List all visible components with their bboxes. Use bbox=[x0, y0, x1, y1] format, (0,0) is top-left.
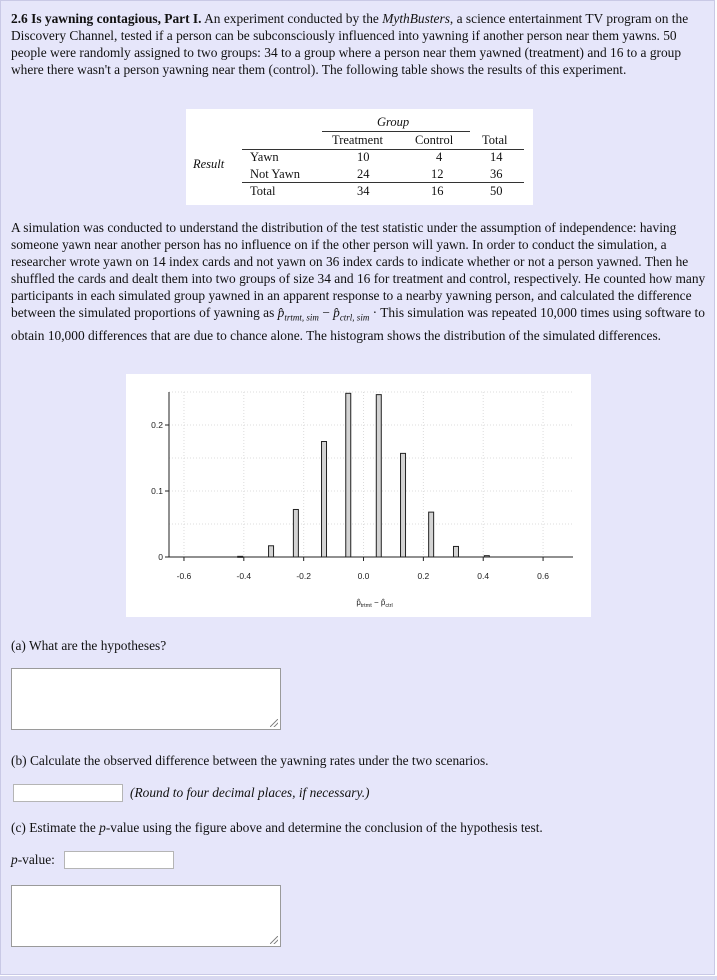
cell-yawn-control: 4 bbox=[436, 150, 443, 164]
p2-subscript: ctrl, sim bbox=[339, 312, 370, 323]
cell-total-total: 50 bbox=[490, 184, 503, 198]
question-c: (c) Estimate the p-value using the figure above and determine the conclusion of the hypothesis test. bbox=[11, 820, 543, 835]
histogram bbox=[126, 374, 591, 617]
simulation-text: A simulation was conducted to understand the distribution of the test statistic under the assumption of independence: having someone yawn near another person has no influence on if the other person will yawn. In order to conduct the simulation, a researcher wrote yawn on 14 index cards and not yawn on 36 index cards to indicate whether or not a person yawned. Then he shuffled the cards and dealt them into two groups of size 34 and 16 for treatment and control, respectively. He counted how many participants in each simulated group yawned in an apparent response to a nearby yawning person, and calculated the difference between the simulated proportions of yawning as $p̂_{trtmt, sim}$ − $p̂_{ctrl, sim}$ · This simulation was repeated 10,000 times using software to obtain 10,000 differences that are due to chance alone. The histogram shows the distribution of the simulated differences. bbox=[11, 220, 706, 343]
hypotheses-textarea[interactable] bbox=[11, 668, 281, 730]
y-tick-label-0: 0 bbox=[158, 552, 163, 562]
histogram-bar-6 bbox=[401, 453, 406, 557]
x-tick-label-4: 0.2 bbox=[417, 571, 430, 581]
x-tick-label-1: -0.4 bbox=[236, 571, 252, 581]
histogram-svg bbox=[126, 374, 591, 617]
conclusion-textarea[interactable] bbox=[11, 885, 281, 947]
problem-number: 2.6 bbox=[11, 11, 28, 26]
simulation-text-2: · This simulation was repeated 10,000 times using software to obtain 10,000 differences that are due to chance alone. The histogram shows the distribution of the simulated differences. bbox=[11, 305, 705, 343]
y-tick-label-1: 0.1 bbox=[151, 486, 163, 496]
cell-total-treatment: 34 bbox=[357, 184, 370, 198]
cell-yawn-total: 14 bbox=[490, 150, 503, 164]
p1-subscript: trtmt, sim bbox=[284, 312, 319, 323]
intro-text-1: An experiment conducted by the bbox=[204, 11, 383, 26]
resize-grip-icon[interactable] bbox=[270, 719, 278, 727]
cell-total-control: 16 bbox=[431, 184, 444, 198]
histogram-bar-5 bbox=[376, 395, 381, 557]
histogram-bar-7 bbox=[429, 512, 434, 557]
col-header-total: Total bbox=[482, 133, 508, 147]
results-table bbox=[186, 109, 533, 205]
show-name: MythBusters bbox=[382, 11, 450, 26]
pvalue-input[interactable] bbox=[64, 851, 174, 869]
row-label-total: Total bbox=[250, 184, 276, 198]
observed-difference-input[interactable] bbox=[13, 784, 123, 802]
page-bottom-border bbox=[0, 976, 717, 980]
cell-notyawn-treatment: 24 bbox=[357, 167, 370, 181]
x-tick-label-6: 0.6 bbox=[537, 571, 549, 581]
resize-grip-icon[interactable] bbox=[270, 936, 278, 944]
col-header-treatment: Treatment bbox=[332, 133, 383, 147]
problem-title: Is yawning contagious, Part I. bbox=[31, 11, 202, 26]
cell-yawn-treatment: 10 bbox=[357, 150, 370, 164]
row-label-yawn: Yawn bbox=[250, 150, 279, 164]
simulation-text-1: A simulation was conducted to understand the distribution of the test statistic under the assumption of independence: having someone yawn near another person has no influence on if the other person will yawn. In order to conduct the simulation, a researcher wrote yawn on 14 index cards and not yawn on 36 index cards to indicate whether or not a person yawned. Then he shuffled the cards and dealt them into two groups of size 34 and 16 for treatment and control, respectively. He counted how many participants in each simulated group yawned in an apparent response to a nearby yawning person, and calculated the difference between the simulated proportions of yawning as bbox=[11, 220, 706, 320]
histogram-bar-3 bbox=[322, 442, 327, 558]
minus-sign: − bbox=[318, 305, 334, 320]
x-tick-label-3: 0.0 bbox=[357, 571, 370, 581]
pvalue-label: p-value: bbox=[11, 852, 55, 867]
rounding-hint: (Round to four decimal places, if necessary.) bbox=[130, 785, 370, 800]
histogram-bar-2 bbox=[293, 509, 298, 557]
row-label-not-yawn: Not Yawn bbox=[250, 167, 301, 181]
col-header-control: Control bbox=[415, 133, 454, 147]
cell-notyawn-total: 36 bbox=[490, 167, 503, 181]
group-header: Group bbox=[377, 115, 410, 129]
histogram-bar-1 bbox=[269, 546, 274, 557]
x-tick-label-2: -0.2 bbox=[296, 571, 311, 581]
question-a: (a) What are the hypotheses? bbox=[11, 638, 167, 653]
y-tick-label-2: 0.2 bbox=[151, 420, 163, 430]
problem-intro bbox=[11, 10, 708, 78]
intro-text-2: , a science entertainment TV program on the Discovery Channel, tested if a person can be subconsciously influenced into yawning if another person near them yawns. 50 people were randomly assigned to two groups: 34 to a group where a person near them yawned (treatment) and 16 to a group where there wasn't a person yawning near them (control). The following table shows the results of this experiment. bbox=[11, 11, 689, 77]
x-tick-label-5: 0.4 bbox=[477, 571, 490, 581]
result-header: Result bbox=[193, 157, 225, 171]
cell-notyawn-control: 12 bbox=[431, 167, 444, 181]
x-axis-label: $p̂_{trtmt}$ − $p̂_{ctrl}$ bbox=[356, 598, 393, 609]
x-tick-label-0: -0.6 bbox=[176, 571, 192, 581]
histogram-bar-4 bbox=[346, 393, 351, 557]
question-b: (b) Calculate the observed difference between the yawning rates under the two scenarios. bbox=[11, 753, 489, 768]
histogram-bar-8 bbox=[453, 546, 458, 557]
